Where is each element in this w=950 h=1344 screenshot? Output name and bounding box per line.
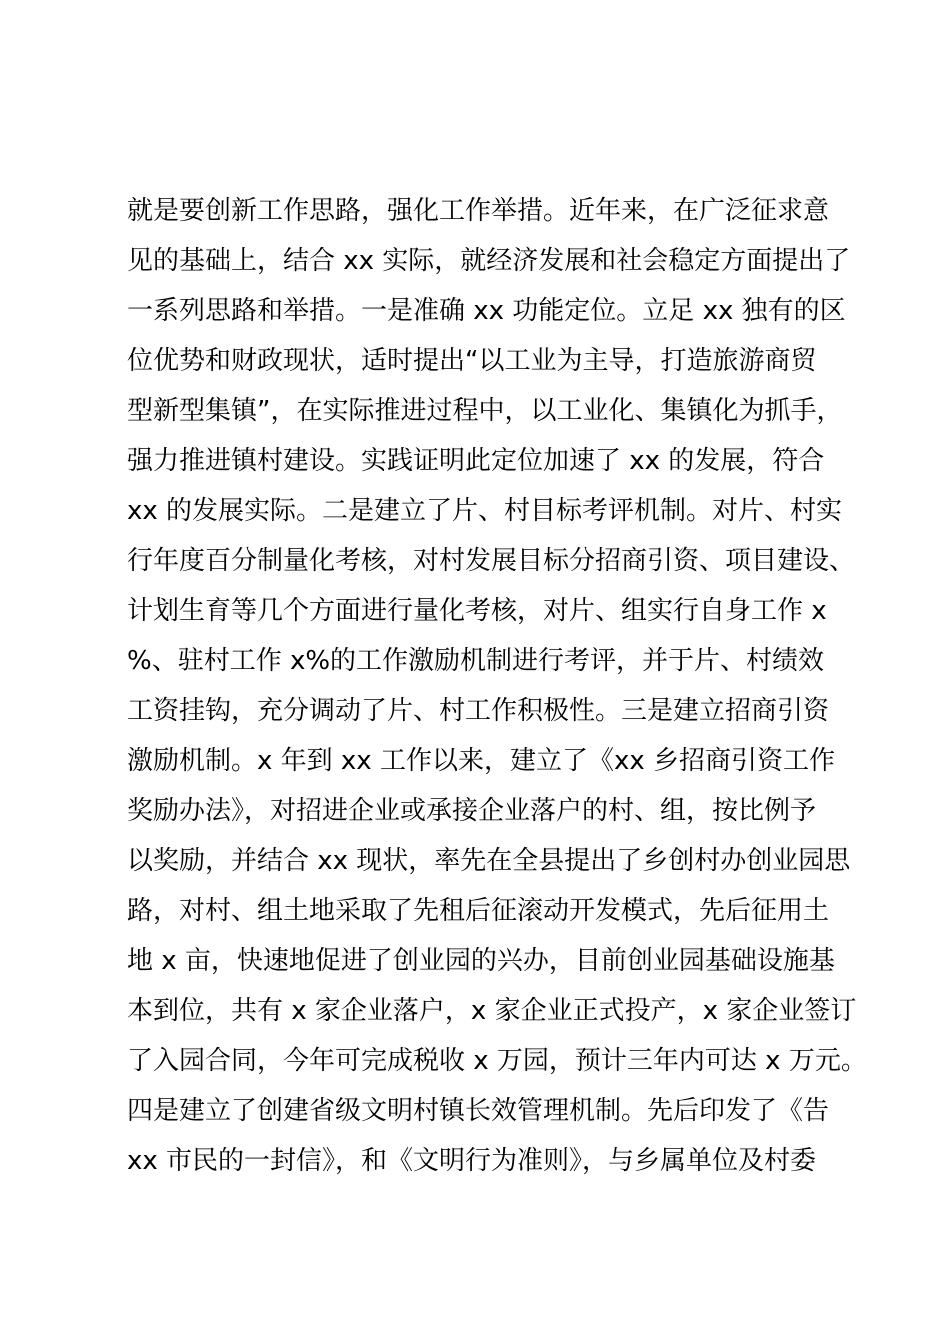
- text-line: 四是建立了创建省级文明村镇长效管理机制。先后印发了《告: [127, 1096, 830, 1126]
- text-line: 地 x 亩，快速地促进了创业园的兴办，目前创业园基础设施基: [127, 946, 835, 976]
- text-line: 奖励办法》，对招进企业或承接企业落户的村、组，按比例予: [127, 796, 817, 826]
- text-line: 一系列思路和举措。一是准确 xx 功能定位。立足 xx 独有的区: [127, 296, 846, 326]
- text-line: 工资挂钩，充分调动了片、村工作积极性。三是建立招商引资: [127, 696, 830, 726]
- body-paragraph: [127, 186, 867, 1186]
- text-line: 激励机制。x 年到 xx 工作以来，建立了《xx 乡招商引资工作: [127, 746, 835, 776]
- text-line: xx 市民的一封信》，和《文明行为准则》，与乡属单位及村委: [127, 1146, 817, 1176]
- text-line: 本到位，共有 x 家企业落户，x 家企业正式投产，x 家企业签订: [127, 996, 857, 1026]
- text-line: %、驻村工作 x%的工作激励机制进行考评，并于片、村绩效: [127, 646, 825, 676]
- text-line: 行年度百分制量化考核，对村发展目标分招商引资、项目建设、: [127, 546, 856, 576]
- text-line: 位优势和财政现状，适时提出“以工业为主导，打造旅游商贸: [127, 346, 817, 376]
- text-line: 计划生育等几个方面进行量化考核，对片、组实行自身工作 x: [127, 596, 827, 626]
- text-line: 以奖励，并结合 xx 现状，率先在全县提出了乡创村办创业园思: [127, 846, 851, 876]
- text-line: 路，对村、组土地采取了先租后征滚动开发模式，先后征用土: [127, 896, 830, 926]
- text-line: 强力推进镇村建设。实践证明此定位加速了 xx 的发展，符合: [127, 446, 825, 476]
- text-line: xx 的发展实际。二是建立了片、村目标考评机制。对片、村实: [127, 496, 843, 526]
- text-line: 见的基础上，结合 xx 实际，就经济发展和社会稳定方面提出了: [127, 246, 851, 276]
- text-line: 就是要创新工作思路，强化工作举措。近年来，在广泛征求意: [127, 196, 830, 226]
- text-line: 型新型集镇”，在实际推进过程中，以工业化、集镇化为抓手，: [127, 396, 843, 426]
- text-line: 了入园合同，今年可完成税收 x 万园，预计三年内可达 x 万元。: [127, 1046, 867, 1076]
